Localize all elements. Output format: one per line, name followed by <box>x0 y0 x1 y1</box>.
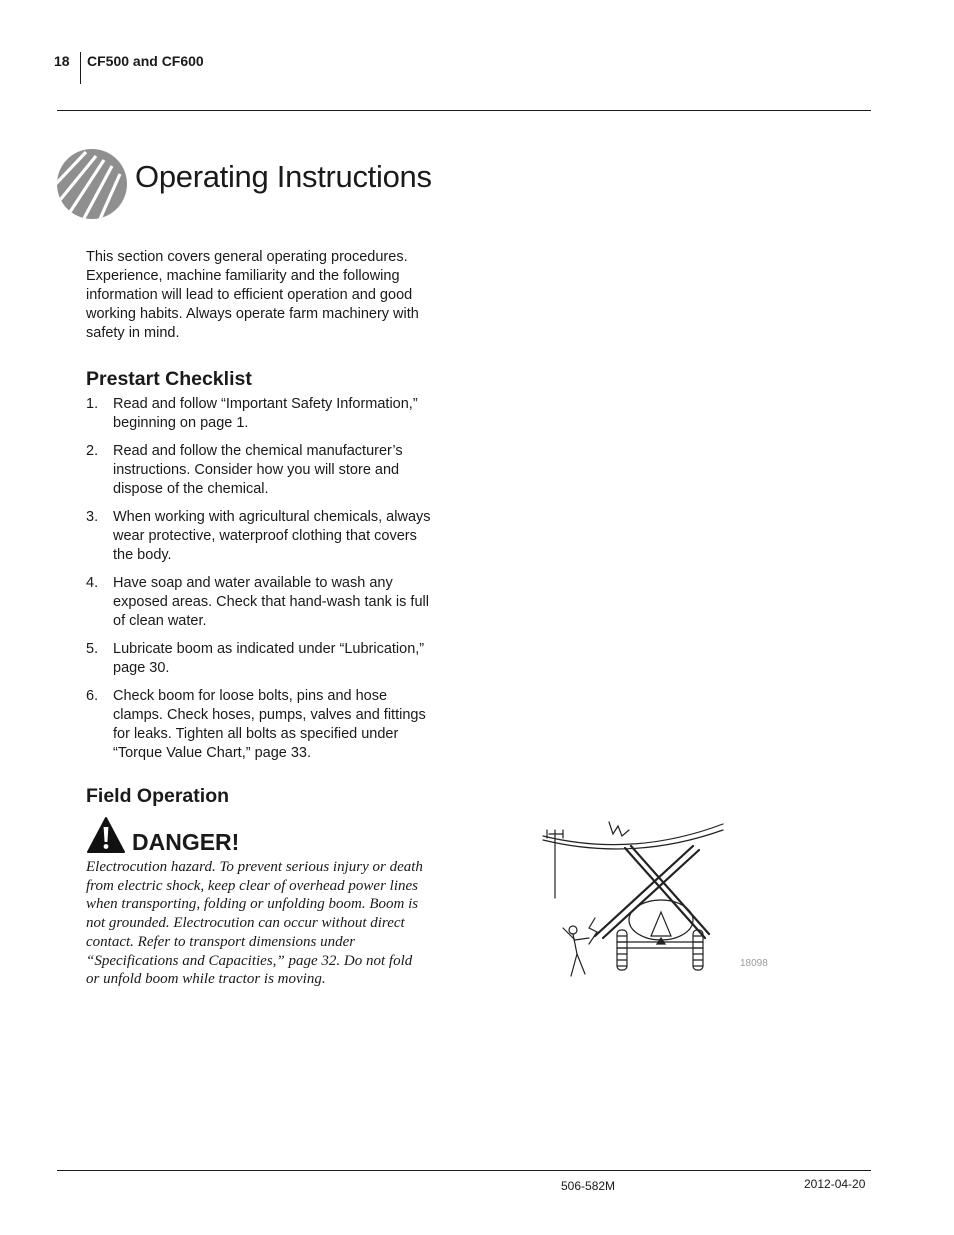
list-number: 3. <box>86 509 99 525</box>
list-number: 1. <box>86 396 99 412</box>
intro-paragraph: This section covers general operating procedures. Experience, machine familiarity and the following information will lead to efficient operation and good working habits. Always operate farm machinery with safety in mind. <box>86 249 419 341</box>
list-text: Have soap and water available to wash any exposed areas. Check that hand-wash tank is full of clean water. <box>113 575 429 629</box>
top-rule <box>57 110 871 111</box>
power-line-hazard-illustration <box>533 818 728 983</box>
footer-date: 2012-04-20 <box>804 1177 866 1191</box>
list-text: When working with agricultural chemicals, always wear protective, waterproof clothing that covers the body. <box>113 509 431 563</box>
figure-number: 18098 <box>740 958 768 969</box>
footer-part-number: 506-582M <box>561 1179 616 1193</box>
list-text: Check boom for loose bolts, pins and hose clamps. Check hoses, pumps, valves and fittings for leaks. Tighten all bolts as specified under “Torque Value Chart,” page 33. <box>113 688 426 761</box>
bottom-rule <box>57 1170 871 1171</box>
warning-triangle-icon <box>86 816 126 854</box>
header-divider <box>80 52 81 84</box>
list-number: 6. <box>86 688 99 704</box>
field-rows-logo-icon <box>56 148 128 220</box>
prestart-checklist <box>86 395 431 772</box>
list-number: 4. <box>86 575 99 591</box>
document-title: CF500 and CF600 <box>87 53 204 69</box>
list-item <box>86 574 431 631</box>
list-number: 2. <box>86 443 99 459</box>
list-text: Read and follow the chemical manufacturer’s instructions. Consider how you will store and dispose of the chemical. <box>113 443 403 497</box>
field-operation-heading: Field Operation <box>86 785 230 807</box>
list-number: 5. <box>86 641 99 657</box>
prestart-heading: Prestart Checklist <box>86 368 252 390</box>
list-text: Read and follow “Important Safety Information,” beginning on page 1. <box>113 396 418 431</box>
page-number: 18 <box>54 53 70 69</box>
list-item <box>86 687 431 763</box>
danger-message: Electrocution hazard. To prevent serious injury or death from electric shock, keep clear of overhead power lines when transporting, folding or unfolding boom. Boom is not grounded. Electrocution can occur without direct contact. Refer to transport dimensions under “Specifications and Capacities,” page 32. Do not fold or unfold boom while tractor is moving. <box>86 859 423 988</box>
list-item <box>86 395 431 433</box>
list-item <box>86 640 431 678</box>
section-title: Operating Instructions <box>135 159 432 194</box>
list-text: Lubricate boom as indicated under “Lubrication,” page 30. <box>113 641 425 676</box>
list-item <box>86 442 431 499</box>
danger-label: DANGER! <box>132 829 240 855</box>
list-item <box>86 508 431 565</box>
